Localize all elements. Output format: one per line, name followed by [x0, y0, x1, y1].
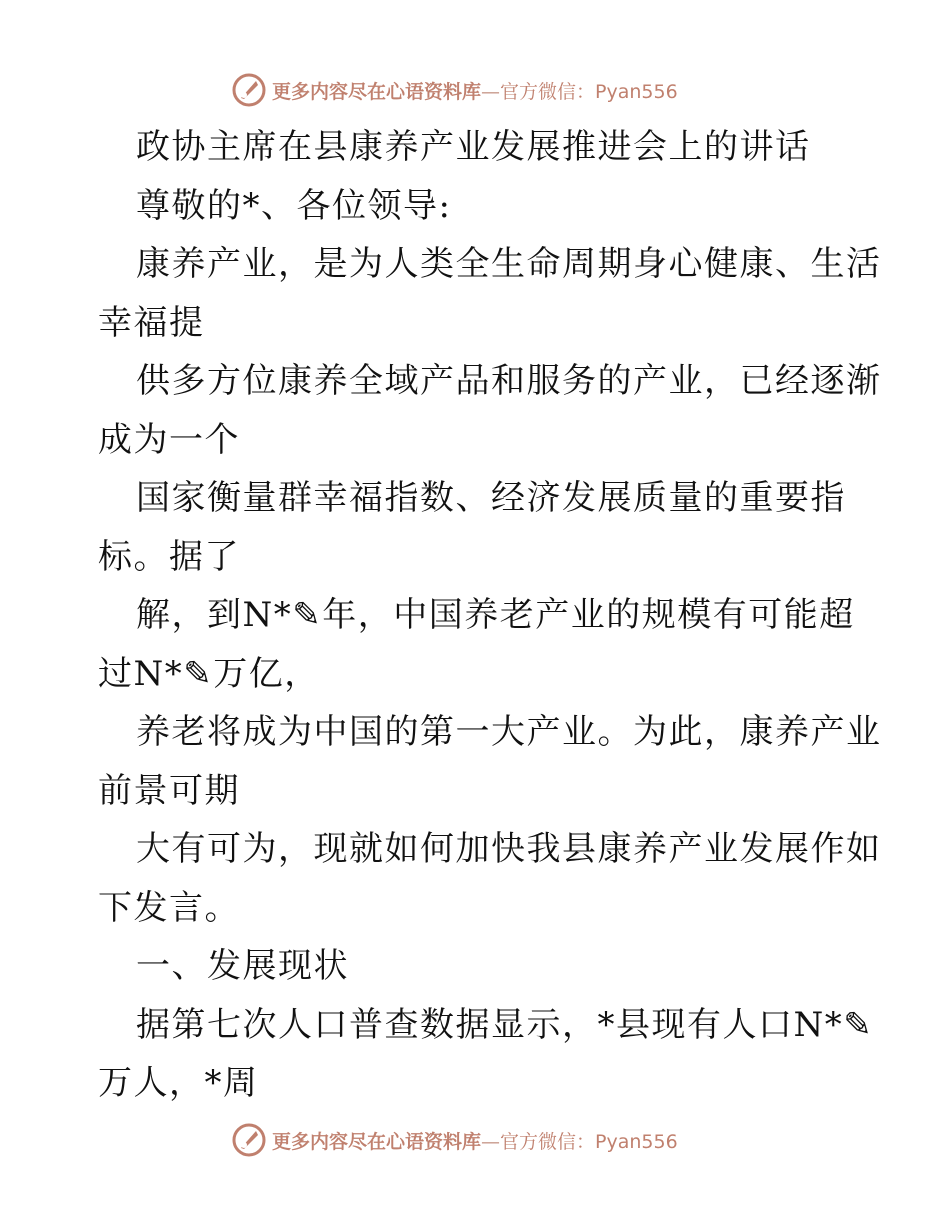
watermark-main-text: 更多内容尽在心语资料库: [272, 1130, 482, 1153]
doc-line: 供多方位康养全域产品和服务的产业，已经逐渐: [136, 361, 882, 401]
watermark-header: [232, 72, 678, 108]
watermark-separator: —: [481, 80, 501, 103]
doc-line: 万人，*周: [98, 1063, 259, 1103]
watermark-main-text: 更多内容尽在心语资料库: [272, 80, 482, 103]
doc-line: 成为一个: [98, 419, 240, 460]
doc-line: 下发言。: [98, 887, 240, 928]
watermark-account: 官方微信：Pyan556: [500, 80, 678, 103]
doc-line: 国家衡量群幸福指数、经济发展质量的重要指: [136, 478, 846, 518]
feather-seal-icon: [232, 1123, 266, 1157]
doc-line: 前景可期: [98, 770, 240, 811]
watermark-account: 官方微信：Pyan556: [500, 1130, 678, 1153]
doc-line: 据第七次人口普查数据显示，*县现有人口N*✎: [136, 1004, 874, 1045]
watermark-footer: [232, 1122, 678, 1158]
feather-seal-icon: [232, 73, 266, 107]
doc-line: 幸福提: [98, 302, 205, 343]
document-body: [98, 118, 882, 1113]
doc-line: 过N*✎万亿，: [98, 653, 320, 694]
doc-line: 标。据了: [98, 536, 240, 577]
doc-line: 解，到N*✎年，中国养老产业的规模有可能超: [136, 595, 855, 635]
doc-line: 政协主席在县康养产业发展推进会上的讲话: [136, 127, 811, 167]
doc-line: 康养产业，是为人类全生命周期身心健康、生活: [136, 244, 882, 284]
section-heading: 一、发展现状: [136, 946, 349, 986]
doc-line: 大有可为，现就如何加快我县康养产业发展作如: [136, 829, 882, 869]
doc-line: 尊敬的*、各位领导:: [136, 185, 452, 226]
watermark-separator: —: [481, 1130, 501, 1153]
doc-line: 养老将成为中国的第一大产业。为此，康养产业: [136, 712, 882, 752]
